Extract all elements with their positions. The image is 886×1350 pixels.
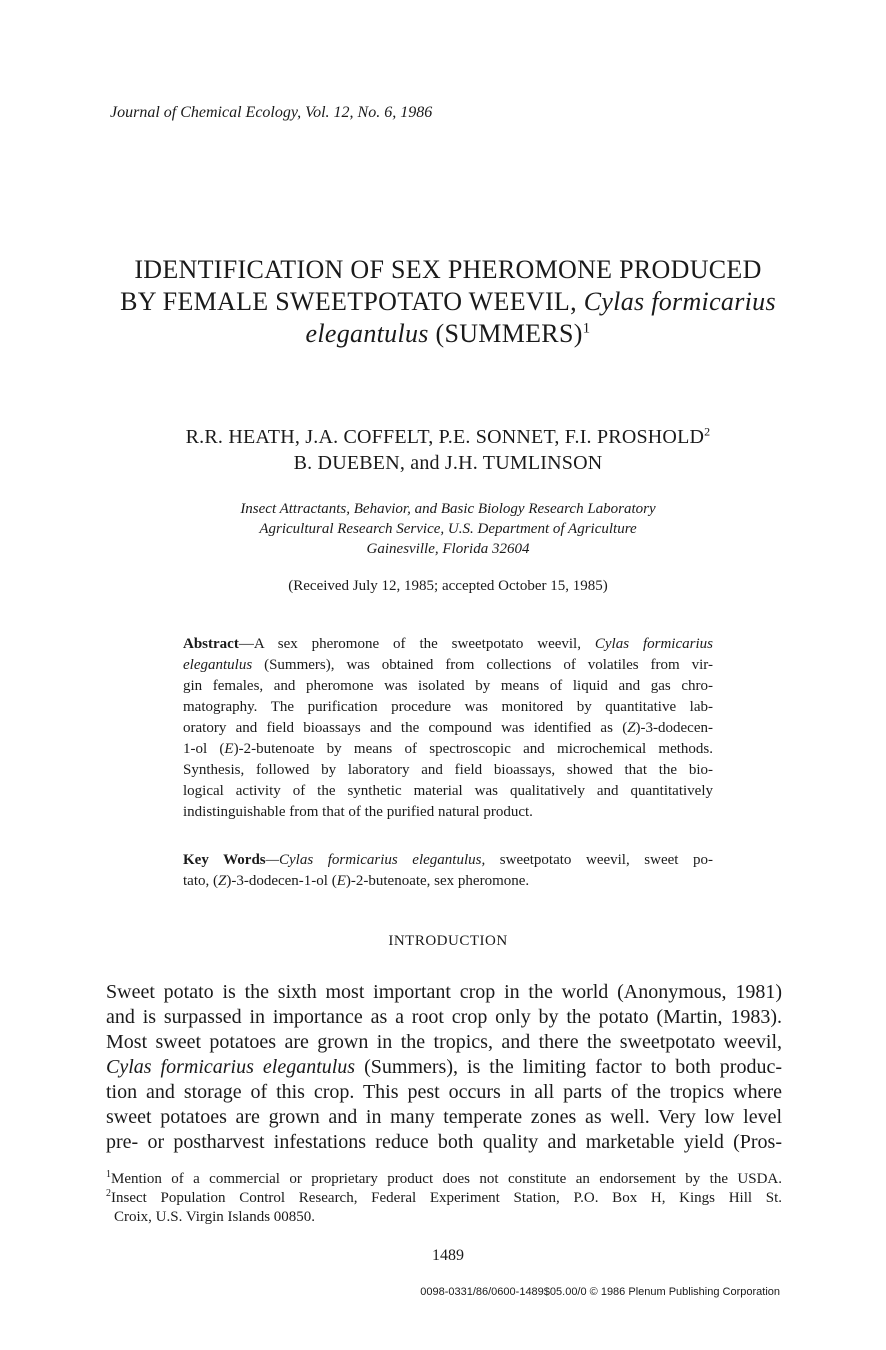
footnote-2-continued: Croix, U.S. Virgin Islands 00850.: [114, 1209, 316, 1225]
keywords-species: Cylas formicarius elegantulus,: [278, 852, 486, 868]
key-words: [183, 850, 713, 892]
footnote-mark: 1: [106, 1169, 111, 1180]
authors-line-1-text: R.R. HEATH, J.A. COFFELT, P.E. SONNET, F.I. PROSHOLD: [185, 426, 705, 448]
abstract-line: gin females, and pheromone was isolated by means of liquid and gas chro-: [183, 678, 713, 694]
body-line: pre- or postharvest infestations reduce both quality and marketable yield (Pros-: [106, 1131, 782, 1153]
footnote-mark: 2: [106, 1188, 111, 1199]
footnote-text: Mention of a commercial or proprietary product does not constitute an endorsement by the USDA.: [111, 1171, 782, 1187]
abstract-line: [183, 739, 713, 760]
abstract-label: Abstract: [183, 636, 239, 652]
title-species-genus: Cylas formicarius: [583, 287, 776, 316]
title-species-subspecies: elegantulus: [305, 319, 429, 348]
keywords-line: [183, 871, 713, 892]
affiliation: [60, 499, 836, 559]
abstract-isomer-mark: E: [224, 741, 234, 757]
abstract-text: —A sex pheromone of the sweetpotato weevil,: [238, 636, 595, 652]
keywords-line: [183, 850, 713, 871]
body-line: Most sweet potatoes are grown in the tropics, and there the sweetpotato weevil,: [106, 1031, 782, 1053]
abstract: [183, 634, 713, 823]
abstract-text: oratory and field bioassays and the compound was identified as (: [183, 720, 628, 736]
introduction-body: [106, 980, 782, 1155]
authors-line-2: B. DUEBEN, and J.H. TUMLINSON: [293, 452, 603, 474]
abstract-line: [183, 634, 713, 655]
keywords-dash: —: [265, 852, 279, 868]
affiliation-line-3: Gainesville, Florida 32604: [366, 541, 530, 557]
abstract-line: [183, 718, 713, 739]
abstract-species: Cylas formicarius: [594, 636, 713, 652]
footnotes: [106, 1170, 782, 1227]
footnote-1: [106, 1170, 782, 1189]
title-footnote-mark: 1: [582, 320, 591, 337]
journal-citation: Journal of Chemical Ecology, Vol. 12, No. 6, 1986: [110, 104, 433, 121]
page-number: 1489: [432, 1247, 464, 1264]
body-line: Sweet potato is the sixth most important crop in the world (Anonymous, 1981): [106, 981, 782, 1003]
abstract-text: )-3-dodecen-: [635, 720, 713, 736]
body-line: and is surpassed in importance as a root crop only by the potato (Martin, 1983).: [106, 1006, 782, 1028]
keywords-isomer-mark: Z: [218, 873, 227, 889]
abstract-line: [183, 655, 713, 676]
keywords-text: tato, (: [183, 873, 218, 889]
author-footnote-mark: 2: [704, 424, 711, 439]
abstract-line: indistinguishable from that of the purified natural product.: [183, 804, 533, 820]
body-line: sweet potatoes are grown and in many temperate zones as well. Very low level: [106, 1106, 782, 1128]
abstract-line: Synthesis, followed by laboratory and field bioassays, showed that the bio-: [183, 762, 713, 778]
keywords-label: Key Words: [183, 852, 266, 868]
abstract-isomer-mark: Z: [627, 720, 636, 736]
abstract-text: 1-ol (: [183, 741, 225, 757]
body-species: Cylas formicarius elegantulus: [106, 1056, 356, 1078]
body-line: [106, 1055, 782, 1080]
abstract-species: elegantulus: [183, 657, 253, 673]
abstract-line: matography. The purification procedure was monitored by quantitative lab-: [183, 699, 713, 715]
keywords-text: sweetpotato weevil, sweet po-: [485, 852, 713, 868]
keywords-text: )-3-dodecen-1-ol (: [226, 873, 337, 889]
title-line-3-roman: (SUMMERS): [428, 319, 583, 348]
title-line-3: [60, 318, 836, 350]
body-line: tion and storage of this crop. This pest occurs in all parts of the tropics where: [106, 1081, 782, 1103]
title-line-2: [60, 286, 836, 318]
author-list: [60, 424, 836, 476]
footnote-text: Insect Population Control Research, Federal Experiment Station, P.O. Box H, Kings Hill St.: [111, 1190, 782, 1206]
title-line-2-roman: BY FEMALE SWEETPOTATO WEEVIL,: [120, 287, 584, 316]
affiliation-line-1: Insect Attractants, Behavior, and Basic Biology Research Laboratory: [240, 501, 656, 517]
abstract-text: (Summers), was obtained from collections of volatiles from vir-: [252, 657, 713, 673]
title-line-1: IDENTIFICATION OF SEX PHEROMONE PRODUCED: [134, 255, 762, 284]
abstract-line: logical activity of the synthetic material was qualitatively and quantitatively: [183, 783, 713, 799]
article-title: [60, 254, 836, 350]
abstract-text: )-2-butenoate by means of spectroscopic and microchemical methods.: [233, 741, 713, 757]
affiliation-line-2: Agricultural Research Service, U.S. Department of Agriculture: [259, 521, 637, 537]
section-heading: INTRODUCTION: [388, 933, 508, 949]
keywords-text: )-2-butenoate, sex pheromone.: [345, 873, 530, 889]
body-text: (Summers), is the limiting factor to both produc-: [355, 1056, 783, 1078]
keywords-isomer-mark: E: [336, 873, 346, 889]
footnote-2: [106, 1189, 782, 1208]
copyright-line: 0098-0331/86/0600-1489$05.00/0 © 1986 Plenum Publishing Corporation: [420, 1286, 780, 1298]
received-dates: (Received July 12, 1985; accepted October 15, 1985): [288, 578, 608, 594]
authors-line-1: [60, 424, 836, 450]
